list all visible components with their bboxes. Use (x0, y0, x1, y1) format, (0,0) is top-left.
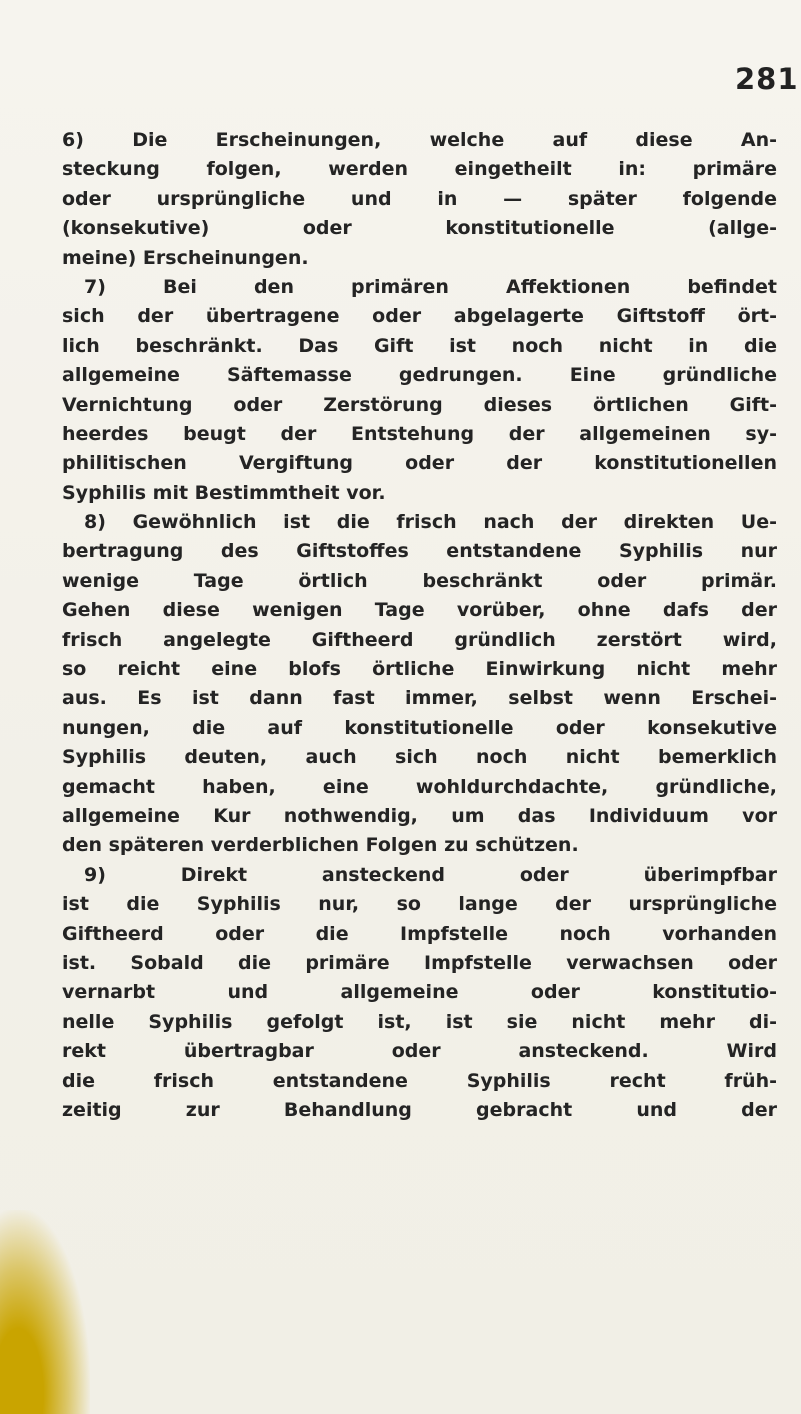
text-line: philitischen Vergiftung oder der konstitutionellen (62, 452, 777, 475)
page-number: 281 (735, 62, 799, 96)
text-line: heerdes beugt der Entstehung der allgemeinen sy- (62, 422, 777, 445)
paper-stain (0, 1210, 90, 1414)
body-text (62, 126, 777, 1125)
text-line: 6) Die Erscheinungen, welche auf diese An- (62, 129, 777, 151)
text-line: steckung folgen, werden eingetheilt in: primäre (62, 158, 777, 181)
text-line: 9) Direkt ansteckend oder überimpfbar (84, 863, 777, 886)
text-line: Syphilis deuten, auch sich noch nicht bemerklich (62, 746, 777, 769)
text-line: allgemeine Säftemasse gedrungen. Eine gründliche (62, 364, 777, 387)
text-line: Gehen diese wenigen Tage vorüber, ohne dafs der (62, 599, 777, 622)
text-line: frisch angelegte Giftheerd gründlich zerstört wird, (62, 628, 777, 651)
text-line: bertragung des Giftstoffes entstandene Syphilis nur (62, 540, 777, 563)
text-line: den späteren verderblichen Folgen zu schützen. (62, 834, 579, 857)
text-line: Syphilis mit Bestimmtheit vor. (62, 481, 386, 504)
text-line: nungen, die auf konstitutionelle oder konsekutive (62, 716, 777, 739)
text-line: allgemeine Kur nothwendig, um das Individuum vor (62, 804, 777, 827)
text-line: wenige Tage örtlich beschränkt oder primär. (62, 569, 777, 592)
text-line: nelle Syphilis gefolgt ist, ist sie nicht mehr di- (62, 1010, 777, 1033)
text-line: die frisch entstandene Syphilis recht früh- (62, 1069, 777, 1092)
text-line: 8) Gewöhnlich ist die frisch nach der direkten Ue- (84, 511, 777, 534)
text-line: so reicht eine blofs örtliche Einwirkung nicht mehr (62, 658, 777, 681)
text-line: meine) Erscheinungen. (62, 246, 309, 269)
text-line: rekt übertragbar oder ansteckend. Wird (62, 1040, 777, 1063)
text-line: oder ursprüngliche und in — später folgende (62, 187, 777, 210)
text-line: ist. Sobald die primäre Impfstelle verwachsen oder (62, 951, 777, 974)
text-line: lich beschränkt. Das Gift ist noch nicht in die (62, 334, 777, 357)
text-line: Giftheerd oder die Impfstelle noch vorhanden (62, 922, 777, 945)
text-line: aus. Es ist dann fast immer, selbst wenn Erschei- (62, 687, 777, 710)
text-line: (konsekutive) oder konstitutionelle (allge- (62, 217, 777, 240)
text-line: sich der übertragene oder abgelagerte Giftstoff ört- (62, 305, 777, 328)
text-line: Vernichtung oder Zerstörung dieses örtlichen Gift- (62, 393, 777, 416)
text-line: 7) Bei den primären Affektionen befindet (84, 275, 777, 298)
text-line: zeitig zur Behandlung gebracht und der (62, 1098, 777, 1121)
text-line: gemacht haben, eine wohldurchdachte, gründliche, (62, 775, 777, 798)
text-line: vernarbt und allgemeine oder konstitutio- (62, 981, 777, 1004)
text-line: ist die Syphilis nur, so lange der ursprüngliche (62, 893, 777, 916)
